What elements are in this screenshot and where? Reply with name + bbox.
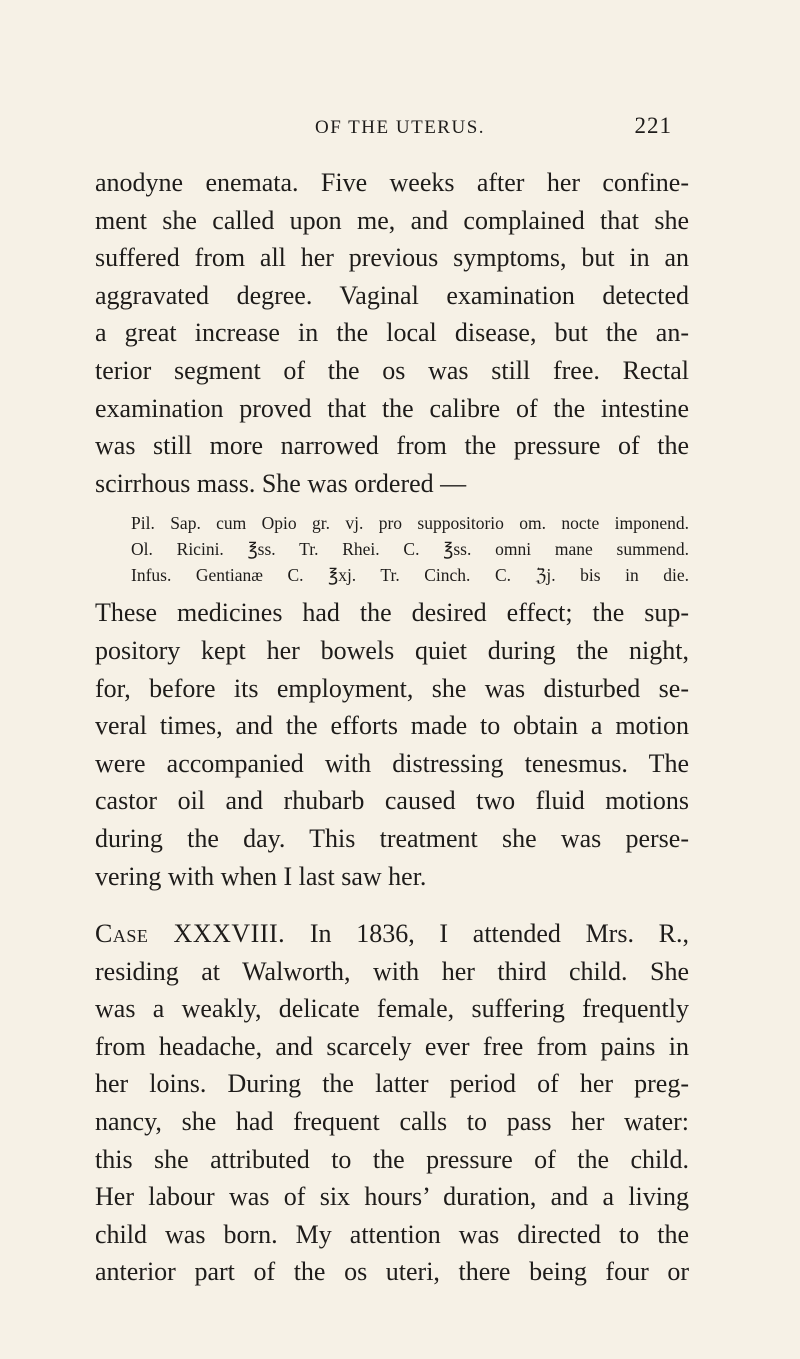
text-line: castor oil and rhubarb caused two fluid motions bbox=[95, 786, 689, 816]
text-line: residing at Walworth, with her third child. She bbox=[95, 956, 689, 986]
text-line: was a weakly, delicate female, suffering frequently bbox=[95, 994, 689, 1024]
text-line: pository kept her bowels quiet during the night, bbox=[95, 635, 689, 665]
text-line: These medicines had the desired effect; the sup- bbox=[95, 598, 689, 628]
text-line: examination proved that the calibre of the intestine bbox=[95, 393, 689, 423]
text-line: vering with when I last saw her. bbox=[95, 861, 427, 891]
text-line: scirrhous mass. She was ordered — bbox=[95, 468, 467, 498]
page-number: 221 bbox=[634, 113, 672, 138]
text-line: suffered from all her previous symptoms, but in an bbox=[95, 243, 689, 273]
prescription-line: Pil. Sap. cum Opio gr. vj. pro suppositorio om. nocte imponend. bbox=[131, 513, 689, 534]
paragraph-3 bbox=[95, 915, 689, 1291]
text-line: were accompanied with distressing tenesmus. The bbox=[95, 748, 689, 778]
paragraph-1 bbox=[95, 164, 689, 502]
text-line: veral times, and the efforts made to obtain a motion bbox=[95, 711, 689, 741]
text-line: from headache, and scarcely ever free from pains in bbox=[95, 1031, 689, 1061]
text-line: was still more narrowed from the pressure of the bbox=[95, 431, 689, 461]
text-line: anodyne enemata. Five weeks after her confine- bbox=[95, 168, 689, 197]
prescription-line: Ol. Ricini. ℥ss. Tr. Rhei. C. ℥ss. omni mane summend. bbox=[131, 539, 689, 560]
body-text bbox=[95, 164, 689, 1291]
text-line: her loins. During the latter period of her preg- bbox=[95, 1069, 689, 1099]
text-line: aggravated degree. Vaginal examination detected bbox=[95, 280, 689, 310]
case-first-line: In 1836, I attended Mrs. R., bbox=[309, 919, 690, 949]
page-header bbox=[0, 113, 800, 143]
text-line: a great increase in the local disease, but the an- bbox=[95, 318, 689, 348]
prescription-line: Infus. Gentianæ C. ℥xj. Tr. Cinch. C. ℨj. bis in die. bbox=[131, 565, 689, 586]
text-line: anterior part of the os uteri, there being four or bbox=[95, 1257, 689, 1287]
paragraph-gap bbox=[95, 895, 689, 915]
text-line: ment she called upon me, and complained that she bbox=[95, 205, 689, 235]
text-line bbox=[95, 915, 689, 953]
text-line: terior segment of the os was still free. Rectal bbox=[95, 355, 689, 385]
text-line: during the day. This treatment she was perse- bbox=[95, 823, 689, 853]
paragraph-2 bbox=[95, 594, 689, 895]
running-title: OF THE UTERUS. bbox=[314, 117, 486, 138]
text-line: Her labour was of six hours’ duration, and a living bbox=[95, 1182, 689, 1212]
prescription-block bbox=[95, 510, 689, 588]
text-line: nancy, she had frequent calls to pass her water: bbox=[95, 1107, 689, 1137]
text-line: child was born. My attention was directed to the bbox=[95, 1219, 689, 1249]
case-heading: Case XXXVIII. bbox=[95, 919, 286, 949]
text-line: for, before its employment, she was disturbed se- bbox=[95, 673, 689, 703]
text-line: this she attributed to the pressure of the child. bbox=[95, 1144, 689, 1174]
